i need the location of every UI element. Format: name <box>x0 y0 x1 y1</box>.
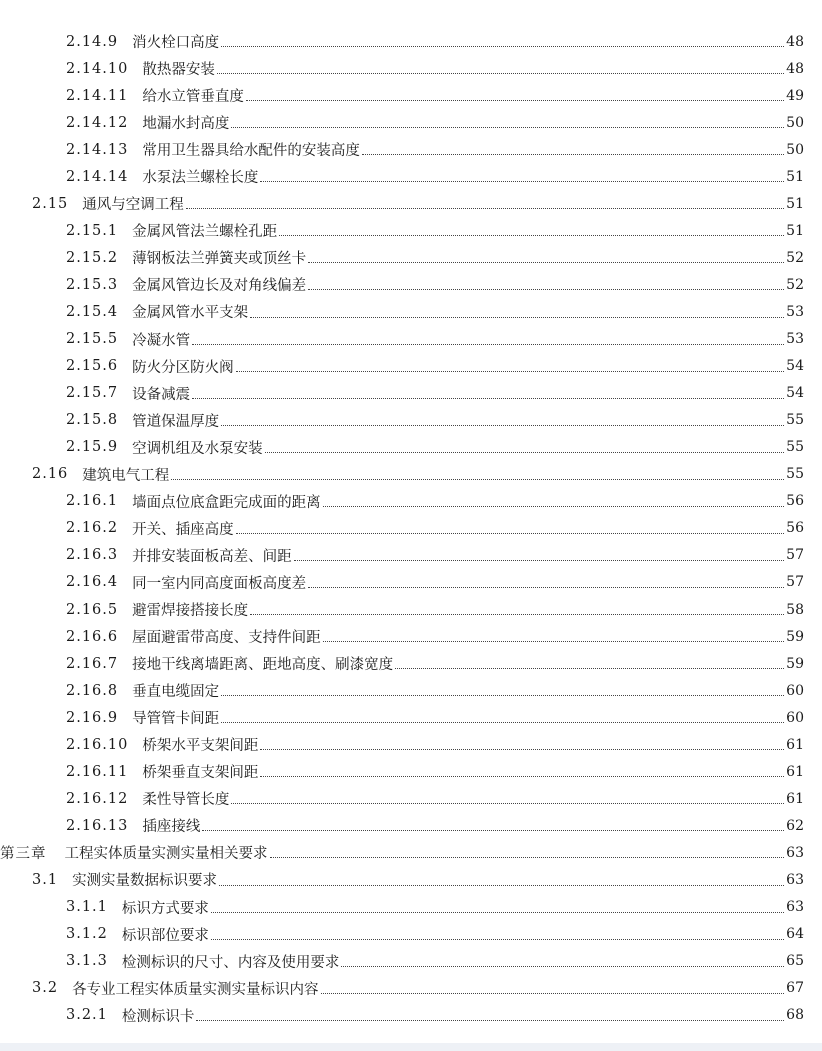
dot-leader <box>308 289 784 290</box>
toc-entry-title: 水泵法兰螺栓长度 <box>142 170 259 187</box>
toc-entry-number: 2.15.9 <box>66 439 119 456</box>
toc-entry-title: 各专业工程实体质量实测实量标识内容 <box>72 981 319 998</box>
toc-entry-page-number: 53 <box>786 331 804 348</box>
toc-entry-page-number: 52 <box>786 276 804 293</box>
toc-entry-number: 2.15.7 <box>66 385 119 402</box>
toc-entry[interactable] <box>0 948 822 975</box>
toc-entry-title: 插座接线 <box>142 819 201 836</box>
toc-entry-number: 2.16.12 <box>66 790 129 807</box>
toc-entry-number: 2.16.4 <box>66 574 119 591</box>
toc-entry-page-number: 59 <box>786 628 804 645</box>
dot-leader <box>171 479 784 480</box>
toc-entry-page-number: 51 <box>786 195 804 212</box>
toc-entry-page-number: 48 <box>786 60 804 77</box>
dot-leader <box>265 452 785 453</box>
toc-entry-number: 2.14.13 <box>66 141 129 158</box>
toc-entry-number: 2.16.9 <box>66 709 119 726</box>
toc-entry[interactable] <box>0 298 822 325</box>
dot-leader <box>211 939 784 940</box>
dot-leader <box>341 966 784 967</box>
dot-leader <box>217 73 784 74</box>
dot-leader <box>186 208 784 209</box>
toc-entry-title: 消火栓口高度 <box>132 35 220 52</box>
toc-entry-title: 桥架水平支架间距 <box>142 738 259 755</box>
toc-entry-number: 3.2.1 <box>66 1007 108 1024</box>
toc-entry[interactable] <box>0 812 822 839</box>
toc-entry[interactable] <box>0 82 822 109</box>
toc-entry-title: 实测实量数据标识要求 <box>72 873 218 890</box>
toc-entry-number: 3.1.2 <box>66 926 108 943</box>
dot-leader <box>221 46 784 47</box>
toc-entry-title: 防火分区防火阀 <box>132 359 234 376</box>
toc-entry[interactable] <box>0 244 822 271</box>
toc-entry-page-number: 67 <box>786 980 804 997</box>
toc-entry[interactable] <box>0 758 822 785</box>
toc-entry-page-number: 50 <box>786 114 804 131</box>
toc-entry-title: 散热器安装 <box>142 62 215 79</box>
toc-entry-number: 3.2 <box>32 980 59 997</box>
toc-entry[interactable] <box>0 921 822 948</box>
toc-entry-title: 检测标识的尺寸、内容及使用要求 <box>121 954 340 971</box>
dot-leader <box>202 830 784 831</box>
toc-entry[interactable] <box>0 217 822 244</box>
dot-leader <box>260 749 784 750</box>
dot-leader <box>221 425 784 426</box>
toc-entry-title: 金属风管水平支架 <box>132 305 249 322</box>
toc-entry[interactable] <box>0 190 822 217</box>
dot-leader <box>250 614 784 615</box>
toc-entry-title: 标识部位要求 <box>121 927 209 944</box>
toc-entry-page-number: 55 <box>786 466 804 483</box>
toc-entry-number: 3.1.3 <box>66 953 108 970</box>
toc-entry-page-number: 65 <box>786 953 804 970</box>
toc-entry[interactable] <box>0 353 822 380</box>
dot-leader <box>395 668 784 669</box>
toc-entry-number: 2.14.12 <box>66 114 129 131</box>
toc-entry-title: 设备减震 <box>132 386 191 403</box>
toc-entry-number: 2.16.11 <box>66 763 129 780</box>
dot-leader <box>270 857 785 858</box>
toc-entry-page-number: 48 <box>786 33 804 50</box>
toc-entry[interactable] <box>0 380 822 407</box>
dot-leader <box>323 506 785 507</box>
toc-entry-title: 管道保温厚度 <box>132 413 220 430</box>
toc-entry[interactable] <box>0 28 822 55</box>
toc-entry-page-number: 51 <box>786 222 804 239</box>
toc-entry-page-number: 51 <box>786 168 804 185</box>
dot-leader <box>219 885 784 886</box>
toc-entry-number: 2.15.5 <box>66 331 119 348</box>
toc-entry[interactable] <box>0 326 822 353</box>
toc-entry-page-number: 56 <box>786 520 804 537</box>
dot-leader <box>323 641 785 642</box>
toc-entry-title: 桥架垂直支架间距 <box>142 765 259 782</box>
toc-entry-page-number: 59 <box>786 655 804 672</box>
dot-leader <box>231 127 784 128</box>
table-of-contents <box>0 28 822 1029</box>
toc-entry-page-number: 50 <box>786 141 804 158</box>
toc-entry-number: 2.15.1 <box>66 222 119 239</box>
toc-entry[interactable] <box>0 650 822 677</box>
toc-entry-title: 避雷焊接搭接长度 <box>132 603 249 619</box>
toc-entry[interactable] <box>0 623 822 650</box>
toc-entry-number: 2.15.3 <box>66 276 119 293</box>
toc-entry-page-number: 62 <box>786 817 804 834</box>
dot-leader <box>231 803 784 804</box>
toc-entry-page-number: 68 <box>786 1007 804 1024</box>
toc-entry-number: 2.16.5 <box>66 601 119 618</box>
dot-leader <box>294 560 785 561</box>
toc-entry-number: 2.15.2 <box>66 249 119 266</box>
toc-entry-page-number: 57 <box>786 547 804 564</box>
toc-entry-number: 2.16.2 <box>66 520 119 537</box>
dot-leader <box>221 722 784 723</box>
toc-entry-title: 空调机组及水泵安装 <box>132 440 263 457</box>
toc-entry-page-number: 54 <box>786 358 804 375</box>
toc-entry[interactable] <box>0 271 822 298</box>
toc-entry[interactable] <box>0 109 822 136</box>
dot-leader <box>221 695 784 696</box>
toc-entry-title: 常用卫生器具给水配件的安装高度 <box>142 143 360 160</box>
toc-entry[interactable] <box>0 866 822 893</box>
dot-leader <box>196 1020 784 1021</box>
dot-leader <box>246 100 784 101</box>
toc-entry-title: 墙面点位底盒距完成面的距离 <box>132 494 321 511</box>
toc-entry-number: 2.16.6 <box>66 628 119 645</box>
toc-entry[interactable] <box>0 136 822 163</box>
toc-entry-title: 垂直电缆固定 <box>132 684 220 701</box>
toc-entry-page-number: 63 <box>786 871 804 888</box>
toc-entry-number: 2.15.6 <box>66 358 119 375</box>
toc-entry-title: 屋面避雷带高度、支持件间距 <box>132 630 321 647</box>
toc-entry-page-number: 49 <box>786 87 804 104</box>
toc-entry-number: 2.16.7 <box>66 655 119 672</box>
toc-entry-title: 冷凝水管 <box>132 332 191 349</box>
toc-entry[interactable] <box>0 569 822 596</box>
dot-leader <box>321 993 785 994</box>
toc-entry-number: 2.14.14 <box>66 168 129 185</box>
toc-entry-page-number: 54 <box>786 385 804 402</box>
toc-entry-number: 2.16.3 <box>66 547 119 564</box>
toc-entry-title: 给水立管垂直度 <box>142 89 244 106</box>
toc-entry-page-number: 57 <box>786 574 804 591</box>
toc-entry-title: 检测标识卡 <box>121 1008 195 1025</box>
toc-entry-number: 2.14.11 <box>66 87 129 104</box>
toc-entry-page-number: 53 <box>786 303 804 320</box>
toc-entry-title: 金属风管边长及对角线偏差 <box>132 278 307 295</box>
toc-entry[interactable] <box>0 704 822 731</box>
dot-leader <box>236 371 785 372</box>
toc-entry-title: 开关、插座高度 <box>132 521 234 538</box>
toc-entry-page-number: 55 <box>786 412 804 429</box>
toc-entry-number: 2.16.13 <box>66 817 129 834</box>
toc-entry-number: 2.16.10 <box>66 736 129 753</box>
dot-leader <box>250 317 784 318</box>
toc-entry[interactable] <box>0 407 822 434</box>
toc-entry-number: 2.15.8 <box>66 412 119 429</box>
toc-entry-title: 薄钢板法兰弹簧夹或顶丝卡 <box>132 251 307 268</box>
toc-entry-title: 地漏水封高度 <box>142 116 230 133</box>
toc-entry[interactable] <box>0 596 822 623</box>
toc-entry[interactable] <box>0 731 822 758</box>
toc-entry-page-number: 60 <box>786 682 804 699</box>
dot-leader <box>308 262 784 263</box>
toc-entry[interactable] <box>0 1002 822 1029</box>
dot-leader <box>279 235 784 236</box>
toc-entry-page-number: 61 <box>786 790 804 807</box>
toc-entry[interactable] <box>0 434 822 461</box>
dot-leader <box>192 344 784 345</box>
toc-entry[interactable] <box>0 515 822 542</box>
toc-entry-number: 3.1 <box>32 871 59 888</box>
toc-entry-page-number: 63 <box>786 899 804 916</box>
toc-entry[interactable] <box>0 461 822 488</box>
bottom-edge-strip <box>0 1043 822 1051</box>
dot-leader <box>192 398 784 399</box>
toc-entry[interactable] <box>0 55 822 82</box>
toc-entry-title: 导管管卡间距 <box>132 711 220 728</box>
dot-leader <box>260 776 784 777</box>
dot-leader <box>260 181 784 182</box>
toc-entry-number: 2.14.9 <box>66 33 119 50</box>
toc-entry-page-number: 63 <box>786 844 804 861</box>
toc-entry-title: 建筑电气工程 <box>82 467 170 484</box>
toc-entry-title: 接地干线离墙距离、距地高度、刷漆宽度 <box>132 657 394 674</box>
dot-leader <box>362 154 784 155</box>
toc-entry-number: 3.1.1 <box>66 899 108 916</box>
toc-entry-title: 通风与空调工程 <box>82 197 184 214</box>
toc-entry[interactable] <box>0 163 822 190</box>
toc-entry-page-number: 60 <box>786 709 804 726</box>
toc-entry-page-number: 64 <box>786 926 804 943</box>
toc-entry-page-number: 61 <box>786 763 804 780</box>
dot-leader <box>236 533 785 534</box>
toc-entry-number: 2.14.10 <box>66 60 129 77</box>
toc-entry-title: 同一室内同高度面板高度差 <box>132 575 307 592</box>
toc-entry-number: 2.16 <box>32 466 69 483</box>
toc-entry-number: 2.16.1 <box>66 493 119 510</box>
toc-entry-number: 第三章 <box>0 846 47 863</box>
toc-entry-number: 2.15 <box>32 195 69 212</box>
toc-entry-title: 并排安装面板高差、间距 <box>132 548 292 565</box>
toc-entry-page-number: 52 <box>786 249 804 266</box>
toc-entry[interactable] <box>0 785 822 812</box>
toc-entry-title: 金属风管法兰螺栓孔距 <box>132 224 278 241</box>
toc-entry[interactable] <box>0 839 822 866</box>
toc-entry-title: 标识方式要求 <box>121 900 209 917</box>
toc-entry[interactable] <box>0 488 822 515</box>
toc-entry[interactable] <box>0 894 822 921</box>
toc-entry-page-number: 55 <box>786 439 804 456</box>
toc-entry-page-number: 56 <box>786 493 804 510</box>
dot-leader <box>308 587 784 588</box>
toc-entry-page-number: 61 <box>786 736 804 753</box>
toc-entry[interactable] <box>0 975 822 1002</box>
toc-entry[interactable] <box>0 542 822 569</box>
toc-entry-title: 柔性导管长度 <box>142 792 230 809</box>
dot-leader <box>211 912 784 913</box>
toc-entry-number: 2.15.4 <box>66 303 119 320</box>
toc-entry[interactable] <box>0 677 822 704</box>
toc-entry-number: 2.16.8 <box>66 682 119 699</box>
toc-entry-page-number: 58 <box>786 601 804 618</box>
toc-entry-title: 工程实体质量实测实量相关要求 <box>64 846 268 863</box>
